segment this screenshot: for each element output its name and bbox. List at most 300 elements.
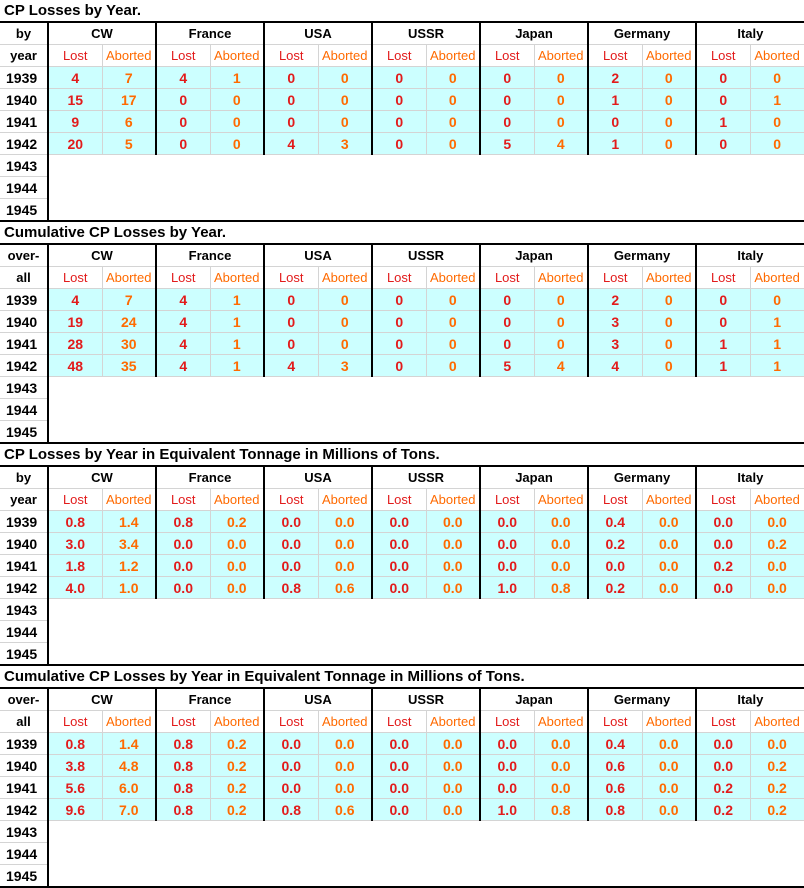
year-row [0, 511, 804, 533]
lost-value: 0 [264, 89, 318, 111]
lost-value: 0 [372, 111, 426, 133]
lost-header: Lost [480, 45, 534, 67]
year-label: 1942 [0, 355, 48, 377]
aborted-header: Aborted [426, 711, 480, 733]
lost-value: 4 [588, 355, 642, 377]
aborted-header: Aborted [426, 45, 480, 67]
empty-year-cell [48, 821, 804, 843]
lost-value: 0.8 [156, 511, 210, 533]
aborted-header: Aborted [318, 711, 372, 733]
lost-header: Lost [156, 267, 210, 289]
aborted-value: 0 [750, 111, 804, 133]
aborted-value: 5 [102, 133, 156, 155]
lost-value: 0.0 [696, 533, 750, 555]
empty-year-cell [48, 377, 804, 399]
year-row [0, 577, 804, 599]
lost-header: Lost [48, 489, 102, 511]
lost-value: 0 [696, 133, 750, 155]
empty-year-cell [48, 621, 804, 643]
lost-value: 4 [156, 333, 210, 355]
section-title: CP Losses by Year. [0, 0, 804, 22]
aborted-value: 0 [426, 89, 480, 111]
year-row [0, 533, 804, 555]
year-label: 1939 [0, 289, 48, 311]
lost-value: 0.0 [372, 577, 426, 599]
year-label: 1943 [0, 599, 48, 621]
lost-value: 0.0 [696, 577, 750, 599]
lost-value: 0.8 [48, 733, 102, 755]
year-row [0, 311, 804, 333]
lost-value: 0 [372, 89, 426, 111]
lost-value: 1.8 [48, 555, 102, 577]
aborted-value: 4 [534, 133, 588, 155]
aborted-header: Aborted [750, 267, 804, 289]
lost-header: Lost [480, 489, 534, 511]
lost-value: 0.8 [156, 733, 210, 755]
lost-value: 0.0 [480, 533, 534, 555]
year-label: 1942 [0, 799, 48, 821]
lost-header: Lost [480, 267, 534, 289]
aborted-value: 0 [426, 355, 480, 377]
country-header-row [0, 688, 804, 711]
year-label: 1944 [0, 621, 48, 643]
aborted-value: 4.8 [102, 755, 156, 777]
lost-value: 0 [588, 111, 642, 133]
section-title: Cumulative CP Losses by Year in Equivalent Tonnage in Millions of Tons. [0, 665, 804, 688]
lost-value: 5 [480, 355, 534, 377]
aborted-value: 0 [642, 133, 696, 155]
year-row [0, 399, 804, 421]
lost-value: 0.0 [264, 555, 318, 577]
lost-value: 0.8 [588, 799, 642, 821]
lost-value: 0 [372, 289, 426, 311]
aborted-header: Aborted [750, 489, 804, 511]
year-label: 1943 [0, 821, 48, 843]
year-label: 1941 [0, 555, 48, 577]
aborted-header: Aborted [642, 711, 696, 733]
aborted-value: 17 [102, 89, 156, 111]
year-row [0, 821, 804, 843]
year-row [0, 865, 804, 888]
lost-value: 4 [48, 67, 102, 89]
lost-value: 0.2 [696, 799, 750, 821]
lost-value: 5.6 [48, 777, 102, 799]
aborted-header: Aborted [210, 711, 264, 733]
aborted-value: 0 [642, 333, 696, 355]
lost-value: 0.8 [156, 777, 210, 799]
lost-value: 0.2 [696, 777, 750, 799]
year-label: 1945 [0, 199, 48, 222]
year-row [0, 355, 804, 377]
aborted-value: 0 [534, 111, 588, 133]
aborted-header: Aborted [102, 45, 156, 67]
aborted-value: 0.2 [750, 755, 804, 777]
aborted-value: 0.0 [750, 733, 804, 755]
aborted-header: Aborted [642, 45, 696, 67]
lost-header: Lost [696, 711, 750, 733]
aborted-value: 0.0 [318, 511, 372, 533]
lost-value: 1.0 [480, 577, 534, 599]
lost-value: 48 [48, 355, 102, 377]
aborted-value: 0 [642, 289, 696, 311]
aborted-header: Aborted [426, 489, 480, 511]
lost-value: 0 [372, 133, 426, 155]
aborted-value: 1 [750, 333, 804, 355]
lost-header: Lost [156, 45, 210, 67]
sub-header-row [0, 711, 804, 733]
year-row [0, 733, 804, 755]
aborted-value: 0.0 [426, 511, 480, 533]
lost-value: 0.6 [588, 777, 642, 799]
lost-value: 0 [696, 89, 750, 111]
sub-header-row [0, 489, 804, 511]
aborted-value: 0 [318, 67, 372, 89]
aborted-value: 0 [318, 89, 372, 111]
lost-value: 9 [48, 111, 102, 133]
lost-header: Lost [264, 489, 318, 511]
sub-header-row [0, 45, 804, 67]
aborted-value: 1 [210, 67, 264, 89]
lost-header: Lost [264, 45, 318, 67]
empty-year-cell [48, 421, 804, 444]
year-row [0, 755, 804, 777]
aborted-value: 0 [426, 289, 480, 311]
country-header: USSR [372, 688, 480, 711]
year-label: 1940 [0, 533, 48, 555]
country-header: USSR [372, 22, 480, 45]
aborted-value: 0.0 [426, 799, 480, 821]
lost-value: 0.0 [696, 511, 750, 533]
aborted-header: Aborted [642, 489, 696, 511]
country-header: Germany [588, 22, 696, 45]
aborted-value: 0.0 [534, 533, 588, 555]
country-header: CW [48, 22, 156, 45]
year-row [0, 177, 804, 199]
lost-header: Lost [696, 45, 750, 67]
lost-value: 0.2 [696, 555, 750, 577]
year-row [0, 843, 804, 865]
country-header: USA [264, 466, 372, 489]
lost-header: Lost [372, 711, 426, 733]
lost-value: 3.0 [48, 533, 102, 555]
aborted-value: 0 [750, 289, 804, 311]
lost-value: 0 [264, 289, 318, 311]
aborted-value: 7 [102, 67, 156, 89]
aborted-value: 0 [318, 289, 372, 311]
lost-value: 1 [696, 333, 750, 355]
year-row [0, 155, 804, 177]
aborted-header: Aborted [102, 489, 156, 511]
aborted-value: 0.2 [210, 777, 264, 799]
year-row [0, 777, 804, 799]
aborted-value: 0.0 [642, 555, 696, 577]
aborted-value: 0.0 [426, 577, 480, 599]
aborted-value: 7 [102, 289, 156, 311]
year-label: 1945 [0, 643, 48, 666]
aborted-value: 0.2 [210, 755, 264, 777]
country-header-row [0, 244, 804, 267]
country-header: Japan [480, 688, 588, 711]
aborted-header: Aborted [102, 711, 156, 733]
lost-value: 1 [588, 133, 642, 155]
aborted-value: 3.4 [102, 533, 156, 555]
sub-header-row [0, 267, 804, 289]
lost-value: 0.4 [588, 511, 642, 533]
country-header: France [156, 22, 264, 45]
year-row [0, 377, 804, 399]
aborted-value: 0.0 [318, 777, 372, 799]
aborted-value: 0 [750, 133, 804, 155]
corner-label-top: over- [0, 688, 48, 711]
year-label: 1940 [0, 755, 48, 777]
lost-value: 0 [264, 111, 318, 133]
aborted-value: 0.0 [750, 577, 804, 599]
section-title-row [0, 221, 804, 244]
lost-value: 0 [480, 333, 534, 355]
aborted-value: 0.0 [534, 511, 588, 533]
country-header: Germany [588, 466, 696, 489]
section-title-row [0, 443, 804, 466]
corner-label-bottom: year [0, 45, 48, 67]
aborted-value: 7.0 [102, 799, 156, 821]
lost-value: 0.4 [588, 733, 642, 755]
country-header: Germany [588, 688, 696, 711]
lost-value: 0.0 [480, 555, 534, 577]
empty-year-cell [48, 865, 804, 888]
aborted-header: Aborted [210, 489, 264, 511]
aborted-value: 0.2 [210, 799, 264, 821]
lost-header: Lost [480, 711, 534, 733]
lost-header: Lost [264, 711, 318, 733]
country-header: France [156, 466, 264, 489]
aborted-header: Aborted [210, 45, 264, 67]
country-header: Italy [696, 22, 804, 45]
lost-value: 0.0 [480, 511, 534, 533]
lost-value: 4 [156, 355, 210, 377]
lost-value: 0.0 [264, 533, 318, 555]
year-label: 1940 [0, 311, 48, 333]
year-label: 1945 [0, 865, 48, 888]
lost-value: 0 [156, 133, 210, 155]
aborted-value: 0.6 [318, 799, 372, 821]
corner-label-bottom: all [0, 711, 48, 733]
year-label: 1944 [0, 843, 48, 865]
aborted-header: Aborted [318, 45, 372, 67]
lost-value: 4 [48, 289, 102, 311]
lost-header: Lost [588, 489, 642, 511]
aborted-header: Aborted [642, 267, 696, 289]
lost-value: 3 [588, 311, 642, 333]
section-title-row [0, 0, 804, 22]
country-header: Italy [696, 244, 804, 267]
lost-value: 0.0 [264, 511, 318, 533]
lost-value: 0 [264, 333, 318, 355]
lost-value: 0 [372, 333, 426, 355]
country-header: USSR [372, 466, 480, 489]
aborted-value: 0.0 [750, 555, 804, 577]
aborted-value: 1.2 [102, 555, 156, 577]
lost-value: 2 [588, 289, 642, 311]
lost-header: Lost [264, 267, 318, 289]
lost-value: 0.0 [480, 733, 534, 755]
country-header: CW [48, 244, 156, 267]
country-header: France [156, 244, 264, 267]
corner-label-top: by [0, 22, 48, 45]
aborted-header: Aborted [210, 267, 264, 289]
lost-header: Lost [48, 267, 102, 289]
lost-value: 0.0 [372, 511, 426, 533]
lost-value: 0.8 [156, 799, 210, 821]
aborted-value: 30 [102, 333, 156, 355]
aborted-value: 0.0 [426, 733, 480, 755]
aborted-value: 0 [534, 333, 588, 355]
lost-value: 4 [156, 67, 210, 89]
aborted-header: Aborted [750, 711, 804, 733]
lost-value: 0.0 [264, 777, 318, 799]
lost-value: 0 [372, 311, 426, 333]
empty-year-cell [48, 599, 804, 621]
corner-label-bottom: year [0, 489, 48, 511]
aborted-value: 6.0 [102, 777, 156, 799]
aborted-header: Aborted [426, 267, 480, 289]
aborted-value: 0.0 [534, 733, 588, 755]
aborted-value: 3 [318, 355, 372, 377]
year-row [0, 421, 804, 444]
aborted-value: 0 [210, 111, 264, 133]
aborted-value: 0 [318, 333, 372, 355]
lost-value: 28 [48, 333, 102, 355]
aborted-header: Aborted [534, 45, 588, 67]
aborted-value: 0.0 [210, 555, 264, 577]
corner-label-bottom: all [0, 267, 48, 289]
lost-header: Lost [48, 45, 102, 67]
aborted-value: 3 [318, 133, 372, 155]
lost-value: 3 [588, 333, 642, 355]
year-row [0, 199, 804, 222]
country-header: Italy [696, 688, 804, 711]
lost-value: 0.0 [156, 533, 210, 555]
lost-value: 0.0 [372, 799, 426, 821]
aborted-value: 0.0 [642, 799, 696, 821]
lost-value: 9.6 [48, 799, 102, 821]
aborted-value: 0 [426, 311, 480, 333]
lost-value: 1 [696, 111, 750, 133]
lost-header: Lost [48, 711, 102, 733]
lost-value: 19 [48, 311, 102, 333]
lost-value: 0 [372, 355, 426, 377]
aborted-value: 0 [426, 133, 480, 155]
aborted-header: Aborted [534, 267, 588, 289]
lost-value: 0.0 [372, 777, 426, 799]
year-label: 1945 [0, 421, 48, 444]
year-row [0, 643, 804, 666]
aborted-value: 0.0 [642, 511, 696, 533]
aborted-value: 0.0 [750, 511, 804, 533]
lost-value: 2 [588, 67, 642, 89]
aborted-value: 0.2 [750, 533, 804, 555]
lost-value: 20 [48, 133, 102, 155]
lost-value: 0 [156, 111, 210, 133]
lost-value: 0 [696, 289, 750, 311]
lost-value: 0.0 [264, 755, 318, 777]
aborted-value: 0.0 [642, 777, 696, 799]
aborted-value: 0.0 [426, 555, 480, 577]
aborted-value: 6 [102, 111, 156, 133]
lost-header: Lost [156, 489, 210, 511]
lost-value: 4.0 [48, 577, 102, 599]
aborted-value: 0 [426, 67, 480, 89]
aborted-value: 35 [102, 355, 156, 377]
lost-value: 0 [156, 89, 210, 111]
aborted-header: Aborted [102, 267, 156, 289]
lost-value: 0 [696, 67, 750, 89]
lost-value: 0.0 [372, 733, 426, 755]
empty-year-cell [48, 177, 804, 199]
aborted-value: 0.0 [642, 533, 696, 555]
aborted-value: 0 [534, 311, 588, 333]
aborted-value: 0.0 [318, 533, 372, 555]
year-label: 1943 [0, 155, 48, 177]
aborted-value: 0 [534, 89, 588, 111]
year-label: 1944 [0, 399, 48, 421]
lost-value: 0 [480, 67, 534, 89]
aborted-value: 0.0 [210, 533, 264, 555]
section-title-row [0, 665, 804, 688]
year-row [0, 799, 804, 821]
lost-value: 0 [480, 289, 534, 311]
aborted-value: 0 [642, 355, 696, 377]
aborted-value: 1.4 [102, 733, 156, 755]
lost-value: 4 [264, 133, 318, 155]
aborted-value: 1.4 [102, 511, 156, 533]
year-label: 1941 [0, 333, 48, 355]
country-header: USA [264, 244, 372, 267]
year-label: 1944 [0, 177, 48, 199]
aborted-value: 0.0 [318, 555, 372, 577]
aborted-value: 0.0 [642, 755, 696, 777]
aborted-value: 0.0 [318, 755, 372, 777]
aborted-value: 0.0 [534, 555, 588, 577]
year-row [0, 133, 804, 155]
aborted-value: 1 [750, 311, 804, 333]
aborted-value: 0 [534, 289, 588, 311]
lost-value: 1 [588, 89, 642, 111]
year-label: 1939 [0, 67, 48, 89]
lost-value: 0.8 [264, 799, 318, 821]
aborted-value: 0 [750, 67, 804, 89]
year-label: 1941 [0, 777, 48, 799]
aborted-value: 1 [750, 355, 804, 377]
corner-label-top: by [0, 466, 48, 489]
lost-value: 0.6 [588, 755, 642, 777]
lost-header: Lost [588, 711, 642, 733]
aborted-value: 0.0 [426, 755, 480, 777]
lost-header: Lost [372, 489, 426, 511]
lost-value: 0 [480, 89, 534, 111]
lost-value: 0.8 [156, 755, 210, 777]
lost-value: 0.0 [372, 533, 426, 555]
country-header: Japan [480, 22, 588, 45]
lost-value: 1 [696, 355, 750, 377]
aborted-value: 0.0 [318, 733, 372, 755]
country-header: USA [264, 688, 372, 711]
year-label: 1939 [0, 511, 48, 533]
aborted-header: Aborted [534, 489, 588, 511]
lost-value: 0.8 [48, 511, 102, 533]
lost-value: 1.0 [480, 799, 534, 821]
lost-value: 0.0 [480, 755, 534, 777]
aborted-value: 0 [642, 111, 696, 133]
